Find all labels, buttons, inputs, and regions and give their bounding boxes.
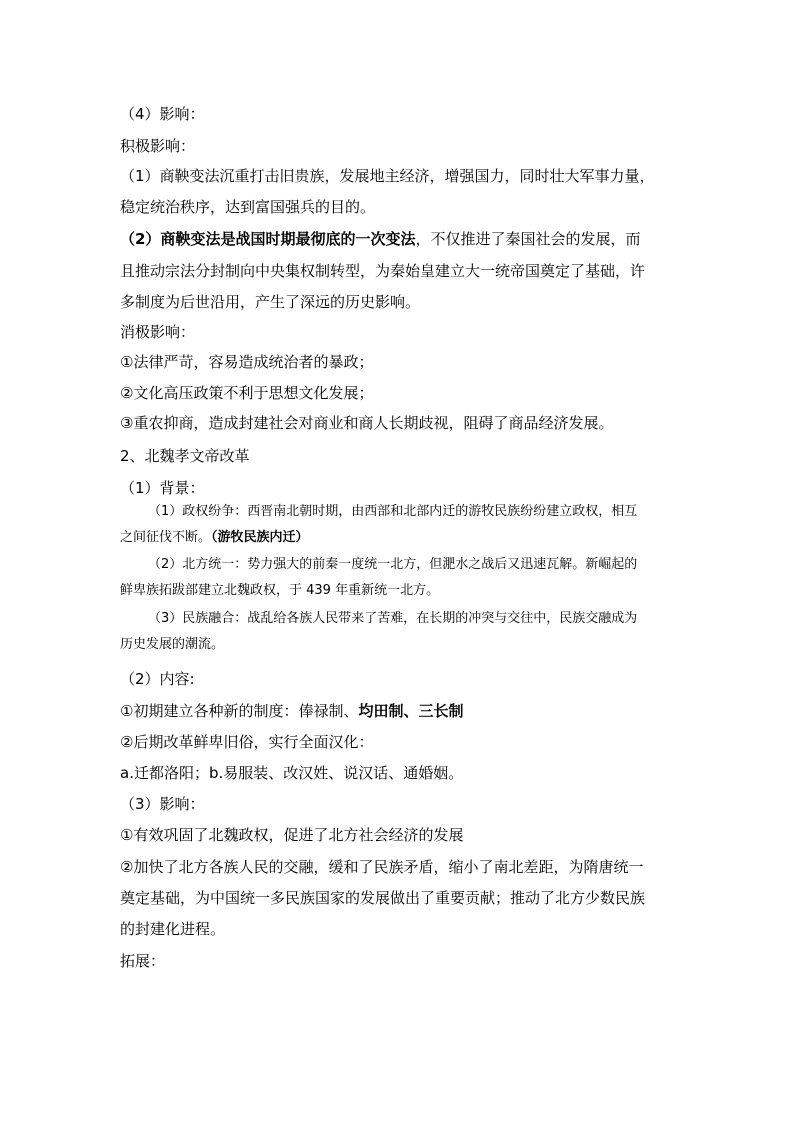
content-heading: （2）内容: <box>120 670 195 688</box>
content-item-1-text: ①初期建立各种新的制度：俸禄制、 <box>120 702 359 720</box>
positive-impact-2-line-3: 多制度为后世沿用，产生了深远的历史影响。 <box>120 293 421 311</box>
negative-impact-2: ②文化高压政策不利于思想文化发展； <box>120 384 374 402</box>
reform-title: 2、北魏孝文帝改革 <box>120 447 250 465</box>
positive-impact-1-line-1: （1）商鞅变法沉重打击旧贵族，发展地主经济，增强国力，同时壮大军事力量， <box>120 167 655 185</box>
background-1-text: 之间征伐不断。 <box>120 530 212 545</box>
positive-impact-2-rest: ，不仅推进了秦国社会的发展，而 <box>415 230 641 248</box>
impact-item-2-line-1: ②加快了北方各族人民的交融，缓和了民族矛盾，缩小了南北差距，为隋唐统一 <box>120 858 644 876</box>
background-2-line-2: 鲜卑族拓跋部建立北魏政权，于 439 年重新统一北方。 <box>120 583 440 598</box>
negative-impact-label: 消极影响： <box>120 323 196 341</box>
impact-item-2-line-2: 奠定基础，为中国统一多民族国家的发展做出了重要贡献；推动了北方少数民族 <box>120 889 646 907</box>
background-3-line-2: 历史发展的潮流。 <box>120 637 225 652</box>
impact-heading: （3）影响： <box>120 795 205 813</box>
background-heading: （1）背景： <box>120 479 205 497</box>
background-3-line-1: （3）民族融合：战乱给各族人民带来了苦难，在长期的冲突与交往中，民族交融成为 <box>148 611 638 626</box>
positive-impact-1-line-2: 稳定统治秩序，达到富国强兵的目的。 <box>120 198 376 216</box>
background-1-line-1: （1）政权纷争：西晋南北朝时期，由西部和北部内迁的游牧民族纷纷建立政权，相互 <box>148 504 638 519</box>
positive-impact-2-line-1 <box>120 229 640 249</box>
positive-impact-label: 积极影响： <box>120 137 196 155</box>
positive-impact-2-line-2: 且推动宗法分封制向中央集权制转型，为秦始皇建立大一统帝国奠定了基础，许 <box>120 262 646 280</box>
background-2-line-1: （2）北方统一：势力强大的前秦一度统一北方，但淝水之战后又迅速瓦解。新崛起的 <box>148 557 638 572</box>
negative-impact-1: ①法律严苛，容易造成统治者的暴政； <box>120 353 374 371</box>
impact-item-1: ①有效巩固了北魏政权，促进了北方社会经济的发展 <box>120 826 464 844</box>
extension-label: 拓展： <box>120 952 166 970</box>
positive-impact-2-emphasis: （2）商鞅变法是战国时期最彻底的一次变法 <box>120 230 416 248</box>
negative-impact-3: ③重农抑商，造成封建社会对商业和商人长期歧视，阻碍了商品经济发展。 <box>120 414 614 432</box>
content-item-1-emphasis: 均田制、三长制 <box>358 702 464 720</box>
background-1-line-2 <box>120 529 309 547</box>
section-heading-impact: （4）影响： <box>120 105 205 123</box>
impact-item-2-line-3: 的封建化进程。 <box>120 920 226 938</box>
background-1-emphasis: （游牧民族内迁） <box>211 530 309 545</box>
content-item-2: ②后期改革鲜卑旧俗，实行全面汉化： <box>120 733 374 751</box>
content-item-1 <box>120 701 463 721</box>
content-item-3: a.迁都洛阳；b.易服装、改汉姓、说汉话、通婚姻。 <box>120 764 464 782</box>
